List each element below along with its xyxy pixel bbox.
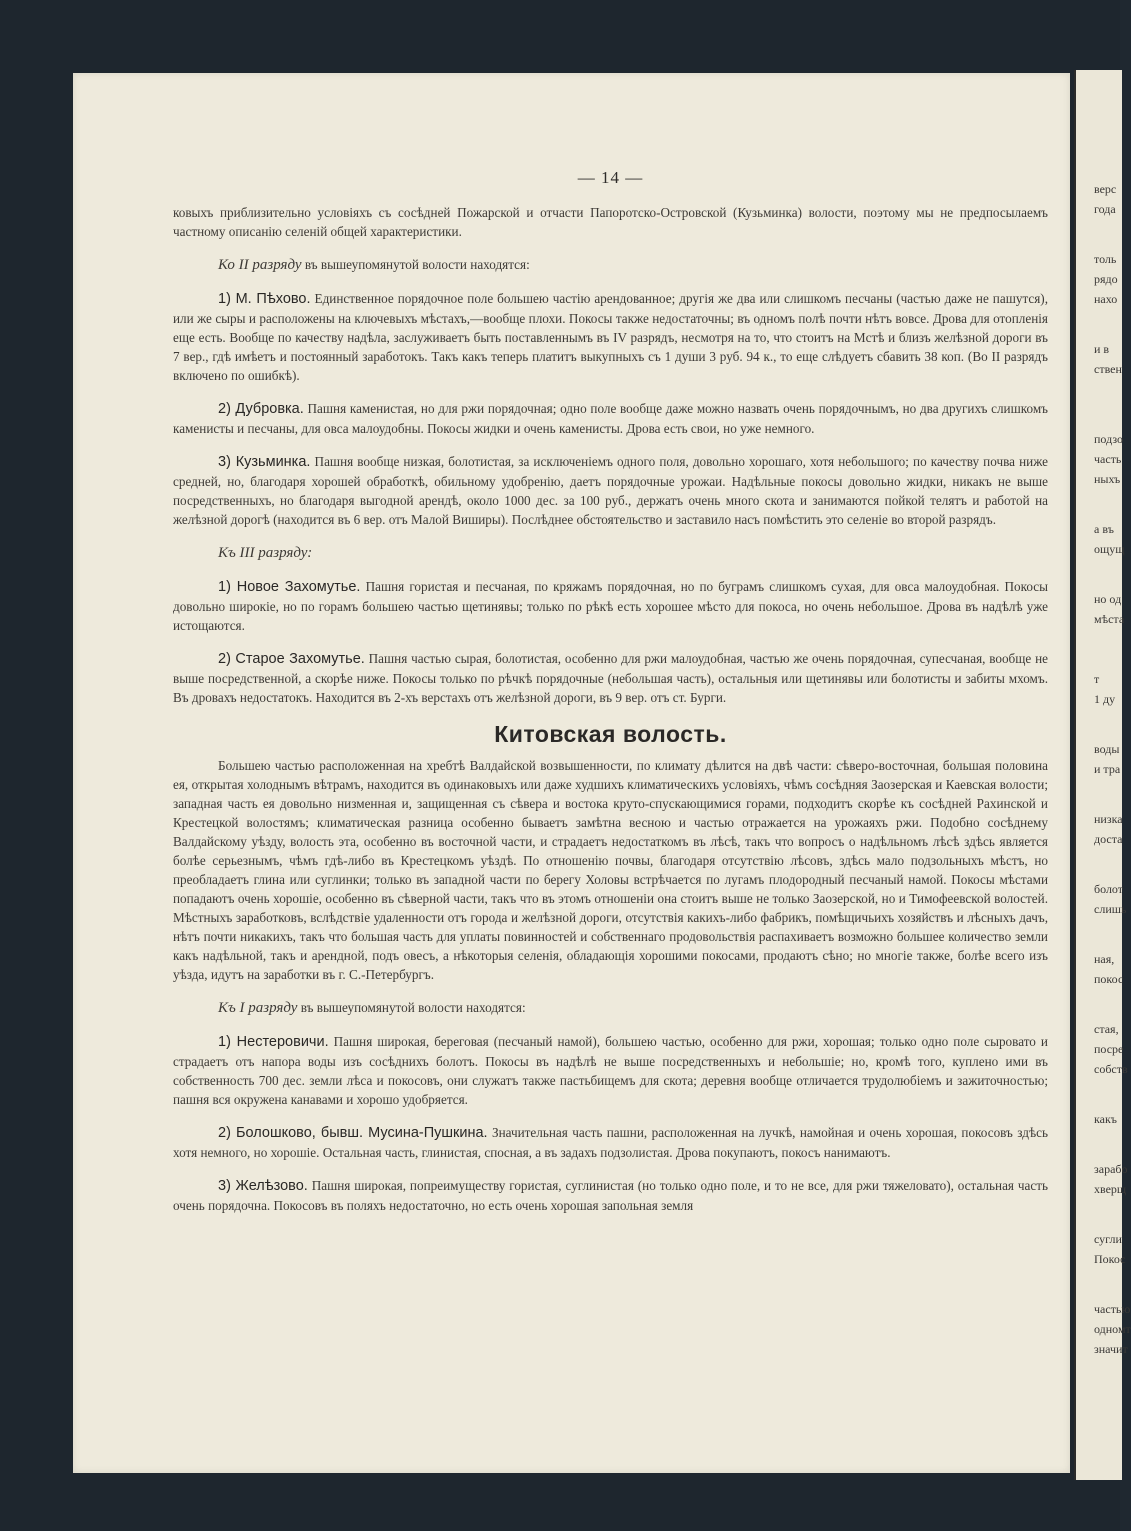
village-entry	[173, 452, 1048, 529]
page-number: — 14 —	[577, 168, 644, 187]
adjacent-page-text-fragment: одномт	[1094, 1322, 1131, 1336]
adjacent-page-text-fragment: толь	[1094, 252, 1117, 266]
adjacent-page-text-fragment: частью	[1094, 1302, 1131, 1316]
village-text: Значительная часть пашни, расположенная на лучкѣ, намойная и очень хорошая, покосовъ здѣсь хотя немного, но хорошіе. Остальная часть, глинистая, споcная, а въ задахъ подзолистая. Дрова покупаютъ, покосъ нанимаютъ.	[173, 1125, 1048, 1160]
adjacent-page-text-fragment: стая,	[1094, 1022, 1119, 1036]
adjacent-page-text-fragment: значит	[1094, 1342, 1128, 1356]
adjacent-page-text-fragment: ныхъ	[1094, 472, 1121, 486]
village-entry	[173, 1123, 1048, 1162]
village-entry	[173, 289, 1048, 385]
adjacent-page-text-fragment: но од	[1094, 592, 1122, 606]
village-entry	[173, 1176, 1048, 1215]
village-name: 1) Новое Захомутье.	[218, 579, 361, 595]
category-title: Къ I разряду	[218, 1000, 298, 1016]
village-name: 2) Болошково, бывш. Мусина-Пушкина.	[218, 1125, 488, 1141]
adjacent-page-text-fragment: часть	[1094, 452, 1122, 466]
adjacent-page-text-fragment: хверщ	[1094, 1182, 1127, 1196]
village-name: 1) Нестеровичи.	[218, 1034, 329, 1050]
category-1-heading	[173, 998, 1048, 1018]
adjacent-page-text-fragment: какъ	[1094, 1112, 1118, 1126]
adjacent-page-edge	[1074, 70, 1131, 1480]
adjacent-page-text-fragment: воды	[1094, 742, 1120, 756]
adjacent-page-text-fragment: года	[1094, 202, 1116, 216]
village-name: 2) Старое Захомутье.	[218, 651, 365, 667]
adjacent-page-text-fragment: собств	[1094, 1062, 1128, 1076]
adjacent-page-text-fragment: рядо	[1094, 272, 1118, 286]
category-3-heading	[173, 543, 1048, 563]
adjacent-page-text-fragment: покос	[1094, 972, 1124, 986]
adjacent-page-text-fragment: мѣста	[1094, 612, 1125, 626]
village-name: 2) Дубровка.	[218, 401, 304, 417]
adjacent-page-text-fragment: Покос	[1094, 1252, 1126, 1266]
adjacent-page-text-fragment: ощущ	[1094, 542, 1125, 556]
village-text: Единственное порядочное поле большею частію арендованное; другія же два или слишкомъ песчаны (частью даже не пашутся), или же сыры и расположены на ключевыхъ мѣстахъ,—вообще плохи. Покосы также недостаточны; въ одномъ полѣ почти нѣтъ вовсе. Дрова для отопленія еще есть. Вообще по качеству надѣла, заслуживаетъ быть поставленнымъ въ IV разрядъ, несмотря на то, что стоитъ на Мстѣ и близъ желѣзной дороги въ 7 вер., гдѣ имѣетъ и постоянный заработокъ. Такъ какъ теперь платитъ выкупныхъ съ 1 души 3 руб. 94 к., то еще слѣдуетъ сбавить 38 коп. (Во II разрядъ включено по ошибкѣ).	[173, 291, 1048, 383]
adjacent-page-text-fragment: слишь	[1094, 902, 1127, 916]
adjacent-page-text-fragment: т	[1094, 672, 1100, 686]
adjacent-page-text-fragment: 1 ду	[1094, 692, 1116, 706]
page-content	[173, 168, 1048, 1229]
village-entry	[173, 399, 1048, 438]
category-2-heading	[173, 255, 1048, 275]
village-text: Пашня широкая, береговая (песчаный намой), большею частью, особенно для ржи, хорошая; только одно поле сыровато и страдаетъ отъ напора воды изъ сосѣднихъ болотъ. Покосы въ надѣлѣ не выше посредственныхъ и небольшіе; но, кромѣ того, куплено ими въ собственность 700 дес. земли лѣса и покосовъ, они служатъ также пастьбищемъ для скота; деревня вообще отличается трудолюбіемъ и зажиточностью; пашня вся окружена канавами и хорошо удобряется.	[173, 1034, 1048, 1107]
intro-paragraph: ковыхъ приблизительно условіяхъ съ сосѣдней Пожарской и отчасти Папоротско-Островской (Кузьминка) волости, поэтому мы не предпосылаемъ частному описанію селеній общей характеристики.	[173, 205, 1048, 239]
category-rest: въ вышеупомянутой волости находятся:	[297, 1000, 526, 1015]
adjacent-page-text-fragment: посре	[1094, 1042, 1124, 1056]
book-page	[73, 73, 1070, 1473]
adjacent-page-text-fragment: подзо	[1094, 432, 1123, 446]
village-entry	[173, 1032, 1048, 1109]
adjacent-page-text-fragment: а въ	[1094, 522, 1114, 536]
adjacent-page-text-fragment: верс	[1094, 182, 1117, 196]
village-name: 1) М. Пѣхово.	[218, 291, 311, 307]
village-name: 3) Кузьминка.	[218, 454, 311, 470]
adjacent-page-text-fragment: ствен	[1094, 362, 1122, 376]
village-text: Пашня каменистая, но для ржи порядочная; одно поле вообще даже можно назвать очень порядочнымъ, но два другихъ слишкомъ каменисты и песчаны, для овса малоудобны. Покосы жидки и очень каменисты. Дрова есть свои, но уже немного.	[173, 401, 1048, 436]
category-title: Ко II разряду	[218, 257, 302, 273]
village-entry	[173, 649, 1048, 707]
village-name: 3) Желѣзово.	[218, 1178, 308, 1194]
village-text: Пашня широкая, попреимуществу гористая, суглинистая (но только одно поле, и то не все, для ржи тяжеловато), остальная часть очень порядочна. Покосовъ въ поляхъ недостаточно, но есть очень хорошая запольная земля	[173, 1178, 1048, 1213]
adjacent-page-text-fragment: ная,	[1094, 952, 1115, 966]
adjacent-page-text-fragment: зарабо	[1094, 1162, 1128, 1176]
village-text: Пашня вообще низкая, болотистая, за исключеніемъ одного поля, довольно хорошаго, хотя небольшого; по качеству почва ниже средней, но, благодаря хорошей обработкѣ, обильному удобренію, даетъ порядочные урожаи. Надѣльные покосы довольно жидки, никакъ не выше посредственныхъ, но благодаря выгодной арендѣ, около 1000 дес. за 100 руб., держатъ очень много скота и занимаются пойкой телятъ и работой на желѣзной дорогѣ (находится въ 6 вер. отъ Малой Виширы). Послѣднее обстоятельство и заставило насъ помѣстить это селеніе во второй разрядъ.	[173, 454, 1049, 527]
adjacent-page-text-fragment: сугли	[1094, 1232, 1122, 1246]
general-description: Большею частью расположенная на хребтѣ Валдайской возвышенности, по климату дѣлится на двѣ части: сѣверо-восточная, большая половина ея, открытая холоднымъ вѣтрамъ, находится въ одинаковыхъ или даже худшихъ климатическихъ условіяхъ, чѣмъ сосѣдняя Заозерская и Каевская волости; западная часть ея довольно низменная и, защищенная съ сѣвера и востока круто-спускающимися горами, подходитъ скорѣе къ сосѣдней Рахинской и Крестецкой волостямъ; климатическая разница особенно бываетъ замѣтна весною и частью отражается на урожаяхъ ржи. Подобно сосѣднему Валдайскому уѣзду, волость эта, особенно въ восточной части, и страдаетъ недостаткомъ въ лѣсѣ, такъ что вопросъ о надѣльномъ лѣсѣ здѣсь является болѣе серьезнымъ, чѣмъ гдѣ-либо въ Крестецкомъ уѣздѣ. По отношенію почвы, благодаря отсутствію лѣсовъ, здѣсь мало подзольныхъ мѣстъ, но преобладаетъ глина или суглинки; только въ западной части по берегу Холовы встрѣчается по лугамъ плодородный песчаный намой. Покосы мѣстами попадаютъ очень хорошіе, особенно въ сѣверной части, такъ что въ этомъ отношеніи она стоитъ выше не только Заозерской, но и Тимофеевской волостей. Мѣстныхъ заработковъ, вслѣдствіе удаленности отъ города и желѣзной дороги, отсутствія какихъ-либо фабрикъ, помѣщичьихъ хозяйствъ и лѣсныхъ дачъ, нѣтъ почти никакихъ, такъ что большая часть для уплаты повинностей и собственнаго продовольствія распахиваетъ возможно большее количество земли какъ надѣльной, такъ и арендной, подъ овесъ, а нѣкоторыя селенія, обладающія хорошими покосами, продаютъ сѣно; но многіе также, болѣе всего изъ уѣзда, идутъ на заработки въ г. С.-Петербургъ.	[173, 758, 1048, 982]
village-entry	[173, 577, 1048, 635]
category-rest: въ вышеупомянутой волости находятся:	[301, 257, 530, 272]
section-heading: Китовская волость.	[494, 721, 727, 747]
adjacent-page-text-fragment: нахо	[1094, 292, 1118, 306]
village-text: Пашня частью сырая, болотистая, особенно для ржи малоудобная, частью же очень порядочная, супесчаная, вообще не выше посредственной, а скорѣе ниже. Покосы только по рѣчкѣ порядочные (небольшая часть), остальныя или щетинявы или болотисты и забиты мхомъ. Въ дровахъ недостатокъ. Находится въ 2-хъ верстахъ отъ желѣзной дороги, въ 9 вер. отъ ст. Бурги.	[173, 651, 1048, 705]
category-title: Къ III разряду:	[218, 545, 313, 561]
adjacent-page-text-fragment: и в	[1094, 342, 1110, 356]
adjacent-page-text-fragment: и тра	[1094, 762, 1121, 776]
adjacent-page-text-fragment: болот	[1094, 882, 1124, 896]
village-text: Пашня гористая и песчаная, по кряжамъ порядочная, но по буграмъ слишкомъ сухая, для овса малоудобная. Покосы довольно широкіе, но по горамъ большею частью щетинявы; только по рѣкѣ есть хорошее мѣсто для покоса, но очень небольшое. Дрова въ надѣлѣ уже истощаются.	[173, 579, 1048, 633]
adjacent-page-text-fragment: низка	[1094, 812, 1123, 826]
adjacent-page-text-fragment: доста	[1094, 832, 1123, 846]
